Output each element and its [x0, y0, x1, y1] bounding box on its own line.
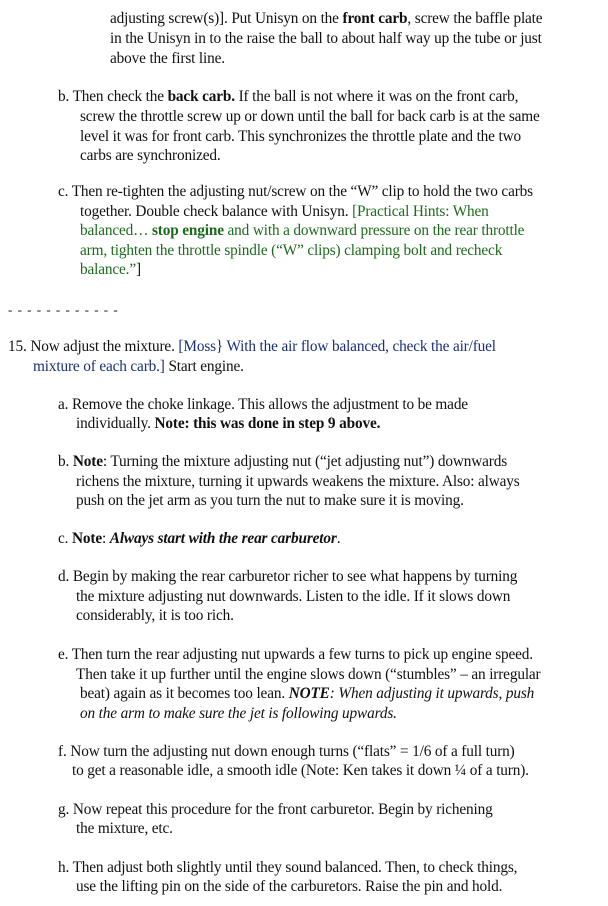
text-line	[76, 492, 464, 510]
text-run-g: and with a downward pressure on the rear throttle	[223, 222, 525, 239]
text-line	[58, 183, 533, 201]
text-run: screw the throttle screw up or down until the ball for back carb is at the same	[80, 108, 540, 125]
text-run-i: : When adjusting it upwards, push	[329, 685, 535, 702]
text-run: h. Then adjust both slightly until they sound balanced. Then, to check things,	[58, 859, 518, 876]
text-line	[76, 666, 541, 684]
text-run: b. Then check the	[58, 88, 168, 105]
text-run-gb: stop engine	[151, 222, 224, 239]
text-run: c. Then re-tighten the adjusting nut/screw on the “W” clip to hold the two carbs	[58, 183, 533, 200]
text-run: considerably, it is too rich.	[76, 607, 234, 624]
text-line	[80, 203, 489, 221]
text-run: beat) again as it becomes too lean.	[80, 685, 289, 702]
text-run: , screw the baffle plate	[407, 10, 543, 27]
text-run-b: back carb.	[167, 88, 235, 105]
text-run-b: Note	[72, 453, 103, 470]
text-line	[76, 607, 234, 625]
text-run: 15. Now adjust the mixture.	[8, 338, 179, 355]
text-run: e. Then turn the rear adjusting nut upwards a few turns to pick up engine speed.	[58, 646, 533, 663]
text-line	[72, 762, 529, 780]
text-line	[8, 338, 496, 356]
text-run-blue: [Moss} With the air flow balanced, check the air/fuel	[178, 338, 496, 355]
text-run: individually.	[76, 415, 155, 432]
text-line	[80, 261, 141, 279]
text-line	[58, 396, 468, 414]
text-run-b: Note: this was done in step 9 above.	[154, 415, 381, 432]
text-run-i: on the arm to make sure the jet is following upwards.	[80, 705, 397, 722]
section-separator: - - - - - - - - - - - -	[8, 302, 119, 317]
text-run: c.	[58, 530, 72, 547]
text-line	[33, 358, 244, 376]
text-run: the mixture adjusting nut downwards. Listen to the idle. If it slows down	[76, 588, 511, 605]
text-run: above the first line.	[110, 50, 225, 67]
text-run: to get a reasonable idle, a smooth idle (Note: Ken takes it down ¼ of a turn).	[72, 762, 529, 779]
text-line	[76, 878, 502, 896]
text-run: a. Remove the choke linkage. This allows the adjustment to be made	[58, 396, 468, 413]
text-run-bi: Always start with the rear carburetor	[109, 530, 337, 547]
text-run: f. Now turn the adjusting nut down enough turns (“flats” = 1/6 of a full turn)	[58, 743, 515, 760]
text-run: :	[101, 530, 110, 547]
text-run-b: Note	[72, 530, 102, 547]
text-line	[58, 530, 340, 548]
text-line	[58, 646, 533, 664]
text-run: .	[336, 530, 341, 547]
text-run-g: arm, tighten the throttle spindle (“W” clips) clamping bolt and recheck	[80, 242, 503, 259]
text-run: b.	[58, 453, 73, 470]
text-run: Start engine.	[164, 358, 244, 375]
text-run: Then take it up further until the engine slows down (“stumbles” – an irregular	[76, 666, 541, 683]
text-line	[76, 473, 520, 491]
text-line	[80, 108, 540, 126]
text-line	[58, 568, 517, 586]
text-run-g: balanced…	[80, 222, 152, 239]
text-run-bi: NOTE	[288, 685, 330, 702]
text-line	[110, 30, 542, 48]
text-run: use the lifting pin on the side of the carburetors. Raise the pin and hold.	[76, 878, 503, 895]
text-line	[58, 453, 507, 471]
text-run-g: balance.”	[80, 261, 136, 278]
text-run: in the Unisyn in to the raise the ball to about half way up the tube or just	[110, 30, 542, 47]
text-run-b: front carb	[342, 10, 408, 27]
text-line	[58, 88, 518, 106]
text-run: together. Double check balance with Unisyn.	[80, 203, 353, 220]
text-run: g. Now repeat this procedure for the front carburetor. Begin by richening	[58, 801, 493, 818]
text-run: carbs are synchronized.	[80, 147, 221, 164]
text-run-blue: mixture of each carb.]	[33, 358, 165, 375]
text-run: d. Begin by making the rear carburetor richer to see what happens by turning	[58, 568, 518, 585]
text-run: If the ball is not where it was on the front carb,	[234, 88, 519, 105]
text-line	[80, 242, 502, 260]
text-line	[80, 705, 397, 723]
text-run: adjusting screw(s)]. Put Unisyn on the	[110, 10, 343, 27]
text-run: push on the jet arm as you turn the nut to make sure it is moving.	[76, 492, 464, 509]
text-run: richens the mixture, turning it upwards weakens the mixture. Also: always	[76, 473, 520, 490]
text-run: level it was for front carb. This synchronizes the throttle plate and the two	[80, 128, 521, 145]
text-line	[58, 801, 493, 819]
text-line	[76, 415, 380, 433]
text-line	[110, 10, 542, 28]
text-line	[58, 743, 515, 761]
text-run: : Turning the mixture adjusting nut (“jet adjusting nut”) downwards	[102, 453, 508, 470]
text-line	[76, 820, 173, 838]
text-run-g: [Practical Hints: When	[352, 203, 489, 220]
text-run: the mixture, etc.	[76, 820, 173, 837]
text-line	[58, 859, 517, 877]
text-line	[80, 222, 524, 240]
text-run: ]	[135, 261, 141, 278]
text-line	[80, 147, 221, 165]
text-line	[80, 128, 521, 146]
text-line	[80, 685, 534, 703]
text-line	[76, 588, 510, 606]
text-line	[110, 50, 225, 68]
